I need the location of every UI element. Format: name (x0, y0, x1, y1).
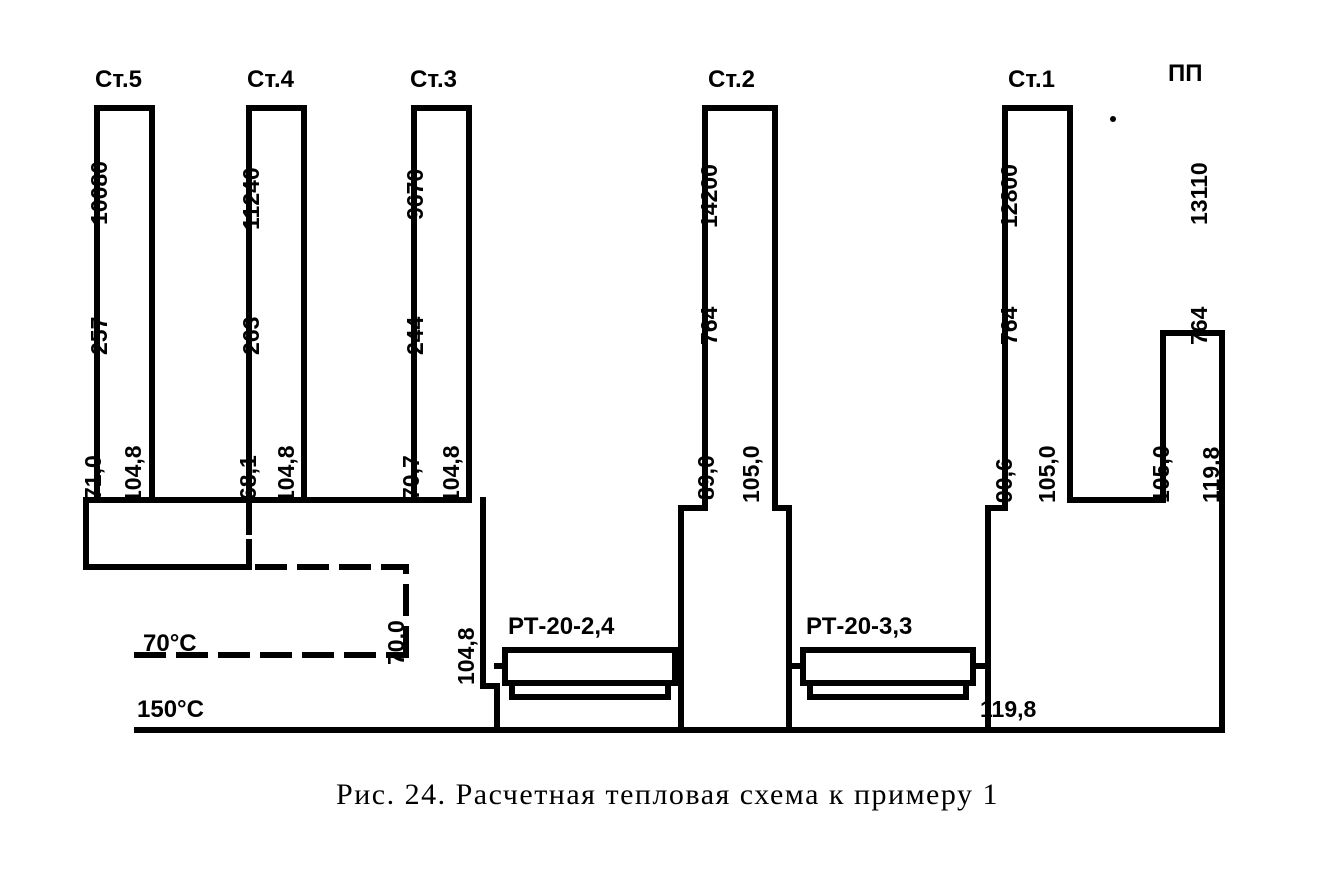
temp-out-st5: 104,8 (120, 445, 146, 503)
drop-value-st4: 263 (238, 316, 264, 355)
temp-in-st1: 90,6 (991, 458, 1017, 503)
temp-out-pp: 119,8 (1198, 446, 1224, 503)
flow-value-st2: 14200 (696, 164, 722, 228)
column-header-pp: ПП (1168, 60, 1203, 87)
flow-value-st5: 10080 (86, 161, 112, 225)
drop-value-st3: 244 (402, 316, 428, 355)
temp-out-st4: 104,8 (273, 445, 299, 503)
return-temp-70: 70,0 (383, 620, 409, 665)
drop-value-st2: 764 (696, 306, 722, 345)
heater-rt-20-2-4-body (505, 650, 675, 683)
column-header-st2: Ст.2 (708, 66, 755, 93)
temp-out-st2: 105,0 (738, 445, 764, 503)
column-header-st1: Ст.1 (1008, 66, 1055, 93)
temp-out-st3: 104,8 (438, 445, 464, 503)
temp-in-st5: 71,0 (80, 455, 106, 500)
bottom-temp-119-8: 119,8 (980, 696, 1037, 722)
riser-st1-right (1005, 108, 1163, 500)
column-header-st5: Ст.5 (95, 66, 142, 93)
column-header-st3: Ст.3 (410, 66, 457, 93)
temp-line-150-label: 150°C (137, 696, 204, 723)
drop-value-st1: 764 (996, 306, 1022, 345)
drop-value-st5: 257 (86, 316, 112, 355)
figure-caption: Рис. 24. Расчетная тепловая схема к примеру 1 (336, 778, 999, 811)
branch-st3-down (483, 500, 497, 686)
riser-st4 (152, 108, 304, 500)
temp-line-70-label: 70°C (143, 630, 197, 657)
flow-value-pp: 13110 (1186, 162, 1212, 225)
riser-st3 (304, 108, 469, 500)
drop-value-pp: 764 (1186, 306, 1212, 345)
temp-in-st4: 68,1 (235, 455, 261, 500)
flow-value-st4: 11240 (238, 167, 264, 230)
heater-rt-20-3-3-body (803, 650, 973, 683)
flow-value-st3: 9670 (402, 168, 428, 220)
heater-label-rt-20-3-3: РТ-20-3,3 (806, 613, 913, 640)
heater-label-rt-20-2-4: РТ-20-2,4 (508, 613, 615, 640)
temp-out-st1: 105,0 (1034, 445, 1060, 503)
temp-in-st2: 89,0 (693, 455, 719, 500)
riser-pp-right (1163, 333, 1222, 730)
dot-mark (1110, 116, 1116, 122)
temp-in-st3: 70,7 (398, 455, 424, 500)
branch-temp-104-8: 104,8 (453, 627, 479, 685)
column-header-st4: Ст.4 (247, 66, 294, 93)
temp-in-pp: 105,0 (1148, 445, 1174, 503)
flow-value-st1: 12800 (996, 164, 1022, 228)
